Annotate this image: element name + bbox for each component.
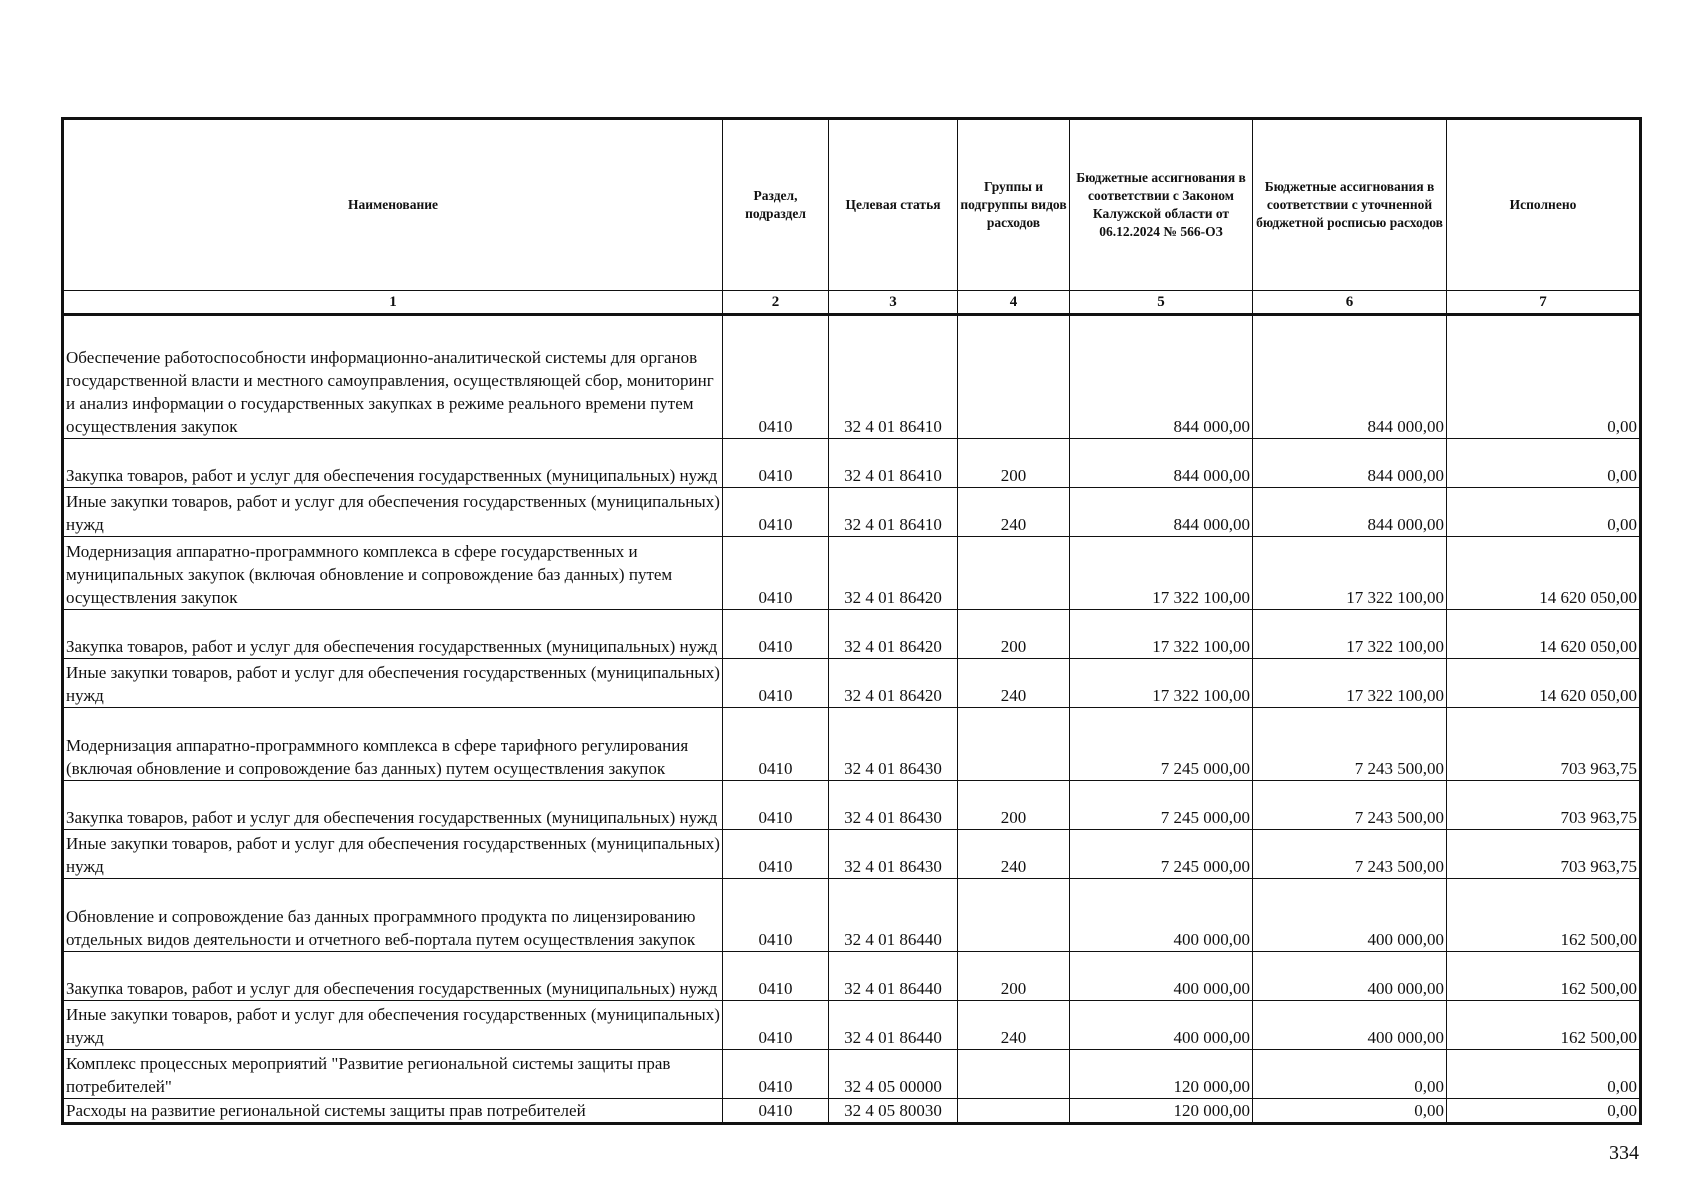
row-executed: 703 963,75 <box>1447 708 1641 781</box>
row-refined-allocation: 0,00 <box>1253 1099 1447 1124</box>
row-expense-group <box>958 708 1070 781</box>
row-target-article: 32 4 05 00000 <box>829 1050 958 1099</box>
row-refined-allocation: 844 000,00 <box>1253 315 1447 439</box>
table-row <box>63 1099 1641 1124</box>
row-expense-group: 240 <box>958 1001 1070 1050</box>
row-section: 0410 <box>723 488 829 537</box>
row-law-allocation: 844 000,00 <box>1070 488 1253 537</box>
table-row <box>63 1001 1641 1050</box>
row-expense-group <box>958 1050 1070 1099</box>
row-target-article: 32 4 01 86430 <box>829 781 958 830</box>
row-refined-allocation: 17 322 100,00 <box>1253 610 1447 659</box>
column-number: 2 <box>723 291 829 315</box>
row-executed: 0,00 <box>1447 1099 1641 1124</box>
table-row <box>63 879 1641 952</box>
row-refined-allocation: 0,00 <box>1253 1050 1447 1099</box>
row-target-article: 32 4 01 86430 <box>829 708 958 781</box>
row-section: 0410 <box>723 1001 829 1050</box>
row-name: Иные закупки товаров, работ и услуг для обеспечения государственных (муниципальных) нужд <box>63 488 723 537</box>
row-name: Закупка товаров, работ и услуг для обеспечения государственных (муниципальных) нужд <box>63 439 723 488</box>
row-target-article: 32 4 01 86440 <box>829 1001 958 1050</box>
row-expense-group <box>958 1099 1070 1124</box>
row-law-allocation: 844 000,00 <box>1070 315 1253 439</box>
row-target-article: 32 4 01 86440 <box>829 952 958 1001</box>
row-refined-allocation: 7 243 500,00 <box>1253 708 1447 781</box>
row-law-allocation: 17 322 100,00 <box>1070 659 1253 708</box>
budget-table <box>61 117 1642 1125</box>
row-executed: 0,00 <box>1447 488 1641 537</box>
row-name: Иные закупки товаров, работ и услуг для обеспечения государственных (муниципальных) нужд <box>63 659 723 708</box>
row-expense-group <box>958 879 1070 952</box>
row-name: Модернизация аппаратно-программного комплекса в сфере тарифного регулирования (включая обновление и сопровождение баз данных) путем осуществления закупок <box>63 708 723 781</box>
row-section: 0410 <box>723 315 829 439</box>
row-refined-allocation: 7 243 500,00 <box>1253 781 1447 830</box>
column-number: 5 <box>1070 291 1253 315</box>
column-number-row <box>63 291 1641 315</box>
row-target-article: 32 4 01 86420 <box>829 659 958 708</box>
row-name: Обеспечение работоспособности информационно-аналитической системы для органов государственной власти и местного самоуправления, осуществляющей сбор, мониторинг и анализ информации о государственных закупках в режиме реального времени путем осуществления закупок <box>63 315 723 439</box>
row-law-allocation: 844 000,00 <box>1070 439 1253 488</box>
row-law-allocation: 17 322 100,00 <box>1070 610 1253 659</box>
row-expense-group: 200 <box>958 439 1070 488</box>
row-expense-group: 200 <box>958 781 1070 830</box>
header-section: Раздел, подраздел <box>723 119 829 291</box>
row-expense-group: 240 <box>958 488 1070 537</box>
row-refined-allocation: 844 000,00 <box>1253 488 1447 537</box>
row-executed: 162 500,00 <box>1447 1001 1641 1050</box>
row-name: Иные закупки товаров, работ и услуг для обеспечения государственных (муниципальных) нужд <box>63 1001 723 1050</box>
row-name: Закупка товаров, работ и услуг для обеспечения государственных (муниципальных) нужд <box>63 781 723 830</box>
row-section: 0410 <box>723 439 829 488</box>
table-row <box>63 952 1641 1001</box>
row-target-article: 32 4 01 86410 <box>829 439 958 488</box>
row-refined-allocation: 17 322 100,00 <box>1253 537 1447 610</box>
row-executed: 703 963,75 <box>1447 830 1641 879</box>
row-law-allocation: 7 245 000,00 <box>1070 708 1253 781</box>
row-law-allocation: 7 245 000,00 <box>1070 830 1253 879</box>
row-section: 0410 <box>723 708 829 781</box>
row-expense-group: 240 <box>958 830 1070 879</box>
row-executed: 0,00 <box>1447 315 1641 439</box>
row-target-article: 32 4 01 86430 <box>829 830 958 879</box>
row-section: 0410 <box>723 879 829 952</box>
row-executed: 14 620 050,00 <box>1447 610 1641 659</box>
row-executed: 162 500,00 <box>1447 879 1641 952</box>
table-row <box>63 781 1641 830</box>
row-expense-group <box>958 537 1070 610</box>
row-executed: 14 620 050,00 <box>1447 659 1641 708</box>
column-number: 7 <box>1447 291 1641 315</box>
row-section: 0410 <box>723 952 829 1001</box>
row-section: 0410 <box>723 1099 829 1124</box>
row-law-allocation: 400 000,00 <box>1070 1001 1253 1050</box>
column-number: 6 <box>1253 291 1447 315</box>
row-law-allocation: 120 000,00 <box>1070 1099 1253 1124</box>
table-row <box>63 537 1641 610</box>
row-law-allocation: 17 322 100,00 <box>1070 537 1253 610</box>
row-target-article: 32 4 01 86440 <box>829 879 958 952</box>
row-name: Модернизация аппаратно-программного комплекса в сфере государственных и муниципальных закупок (включая обновление и сопровождение баз данных) путем осуществления закупок <box>63 537 723 610</box>
header-name: Наименование <box>63 119 723 291</box>
row-target-article: 32 4 01 86410 <box>829 315 958 439</box>
row-refined-allocation: 400 000,00 <box>1253 879 1447 952</box>
row-refined-allocation: 400 000,00 <box>1253 952 1447 1001</box>
row-refined-allocation: 400 000,00 <box>1253 1001 1447 1050</box>
row-executed: 0,00 <box>1447 439 1641 488</box>
header-executed: Исполнено <box>1447 119 1641 291</box>
row-executed: 162 500,00 <box>1447 952 1641 1001</box>
row-section: 0410 <box>723 610 829 659</box>
row-executed: 14 620 050,00 <box>1447 537 1641 610</box>
row-law-allocation: 120 000,00 <box>1070 1050 1253 1099</box>
row-expense-group: 200 <box>958 952 1070 1001</box>
column-number: 4 <box>958 291 1070 315</box>
row-name: Комплекс процессных мероприятий "Развитие региональной системы защиты прав потребителей" <box>63 1050 723 1099</box>
row-name: Обновление и сопровождение баз данных программного продукта по лицензированию отдельных видов деятельности и отчетного веб-портала путем осуществления закупок <box>63 879 723 952</box>
row-name: Расходы на развитие региональной системы защиты прав потребителей <box>63 1099 723 1124</box>
table-row <box>63 610 1641 659</box>
row-law-allocation: 400 000,00 <box>1070 952 1253 1001</box>
table-row <box>63 708 1641 781</box>
table-row <box>63 1050 1641 1099</box>
row-expense-group: 200 <box>958 610 1070 659</box>
row-target-article: 32 4 01 86420 <box>829 537 958 610</box>
row-executed: 703 963,75 <box>1447 781 1641 830</box>
row-section: 0410 <box>723 781 829 830</box>
row-section: 0410 <box>723 830 829 879</box>
row-name: Закупка товаров, работ и услуг для обеспечения государственных (муниципальных) нужд <box>63 952 723 1001</box>
row-expense-group: 240 <box>958 659 1070 708</box>
row-law-allocation: 400 000,00 <box>1070 879 1253 952</box>
row-law-allocation: 7 245 000,00 <box>1070 781 1253 830</box>
table-row <box>63 439 1641 488</box>
table-row <box>63 659 1641 708</box>
column-number: 3 <box>829 291 958 315</box>
row-target-article: 32 4 01 86410 <box>829 488 958 537</box>
header-expense-groups: Группы и подгруппы видов расходов <box>958 119 1070 291</box>
table-row <box>63 830 1641 879</box>
row-expense-group <box>958 315 1070 439</box>
table-row <box>63 315 1641 439</box>
row-name: Закупка товаров, работ и услуг для обеспечения государственных (муниципальных) нужд <box>63 610 723 659</box>
page-number: 334 <box>1609 1142 1639 1164</box>
table-header-row <box>63 119 1641 291</box>
row-target-article: 32 4 01 86420 <box>829 610 958 659</box>
header-target-article: Целевая статья <box>829 119 958 291</box>
table-row <box>63 488 1641 537</box>
row-section: 0410 <box>723 659 829 708</box>
column-number: 1 <box>63 291 723 315</box>
table-body <box>63 315 1641 1124</box>
row-target-article: 32 4 05 80030 <box>829 1099 958 1124</box>
row-section: 0410 <box>723 1050 829 1099</box>
header-refined-allocations: Бюджетные ассигнования в соответствии с уточненной бюджетной росписью расходов <box>1253 119 1447 291</box>
row-refined-allocation: 7 243 500,00 <box>1253 830 1447 879</box>
row-section: 0410 <box>723 537 829 610</box>
row-refined-allocation: 17 322 100,00 <box>1253 659 1447 708</box>
row-executed: 0,00 <box>1447 1050 1641 1099</box>
header-law-allocations: Бюджетные ассигнования в соответствии с Законом Калужской области от 06.12.2024 № 566-ОЗ <box>1070 119 1253 291</box>
row-refined-allocation: 844 000,00 <box>1253 439 1447 488</box>
row-name: Иные закупки товаров, работ и услуг для обеспечения государственных (муниципальных) нужд <box>63 830 723 879</box>
